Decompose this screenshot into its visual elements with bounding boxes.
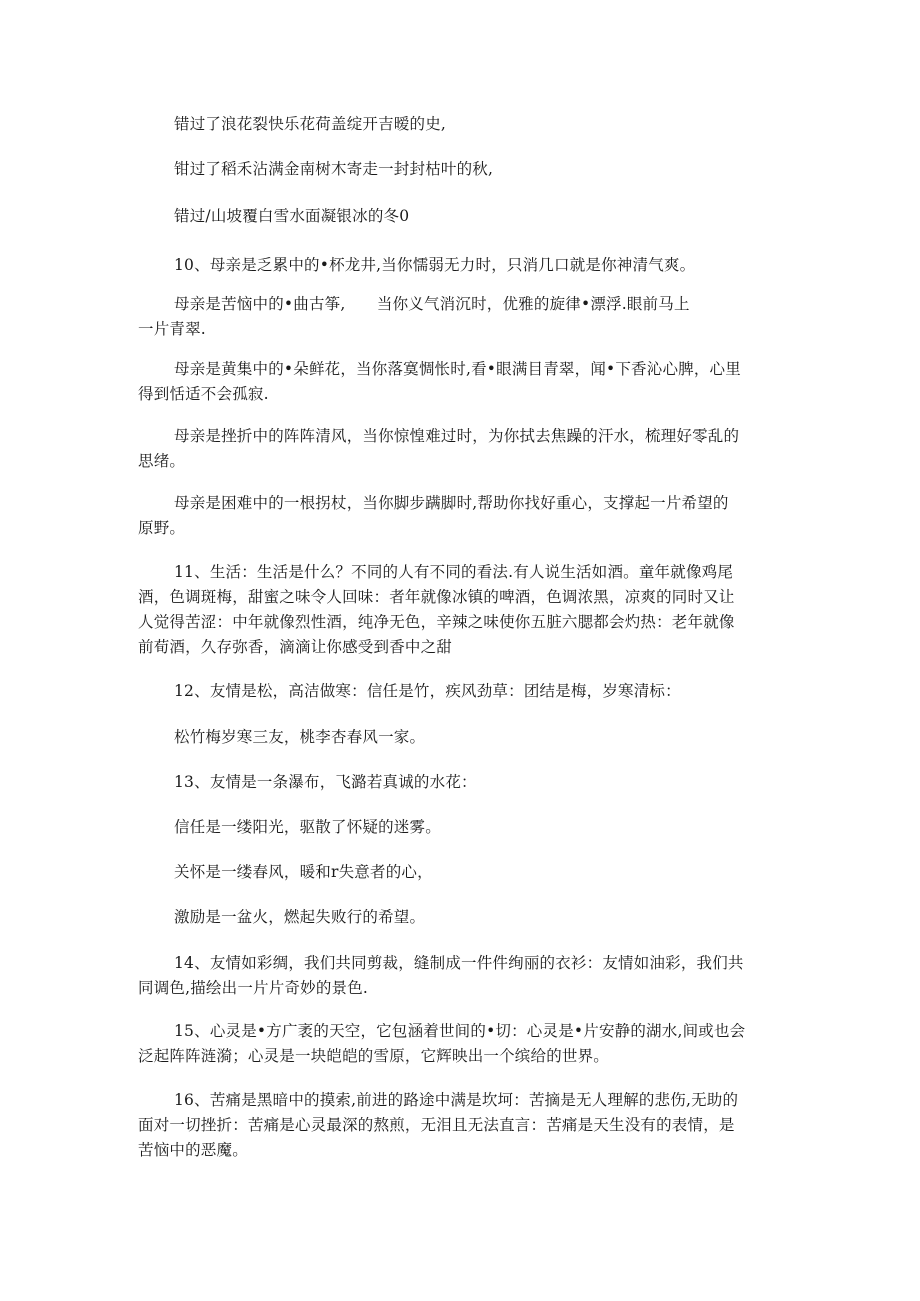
paragraph-line: 一片青翠. [138,320,206,338]
paragraph-line: 错过/山坡覆白雪水面凝银冰的冬0 [174,207,410,225]
paragraph-line: 酒，色调斑梅，甜蜜之味令人回味：者年就像冰镇的啤酒，色调浓黑，凉爽的同时又让 [138,588,735,606]
paragraph-11 [138,725,786,750]
paragraph-4 [138,253,786,278]
paragraph-line: 思绪。 [138,452,186,470]
paragraph-line: 原野。 [138,519,186,537]
paragraph-line: 错过了浪花裂快乐花荷盖绽开吉暧的史, [174,115,447,133]
paragraph-line: 12、友情是松，高洁做寒：信任是竹，疾风劲草：团结是梅，岁寒清标： [174,682,681,700]
paragraph-18 [138,1088,786,1163]
paragraph-line: 关怀是一缕春风，暖和r失意者的心， [174,863,433,881]
paragraph-12 [138,770,786,795]
paragraph-15 [138,905,786,930]
paragraph-line: 14、友情如彩绸，我们共同剪裁，缝制成一件件绚丽的衣衫：友情如油彩，我们共 [174,954,744,972]
paragraph-line: 泛起阵阵涟漪；心灵是一块皑皑的雪原，它辉映出一个缤给的世界。 [138,1047,610,1065]
paragraph-line: 钳过了稻禾沾满金南树木寄走一封封枯叶的秋, [174,160,494,178]
paragraph-2 [138,157,786,182]
paragraph-3 [138,204,786,229]
paragraph-9 [138,560,786,660]
paragraph-7 [138,424,786,474]
paragraph-line: 人觉得苦涩：中年就像烈性酒，纯净无色，辛辣之味使你五脏六腮都会灼热：老年就像 [138,613,735,631]
paragraph-line: 母亲是困难中的一根拐杖，当你脚步蹒脚时,帮助你找好重心，支撑起一片希望的 [174,494,729,512]
paragraph-line: 苦恼中的恶魔。 [138,1141,248,1159]
paragraph-line: 10、母亲是乏累中的•杯龙井,当你懦弱无力时，只消几口就是你神清气爽。 [174,256,696,274]
paragraph-line: 信任是一缕阳光，驱散了怀疑的迷雾。 [174,818,441,836]
paragraph-10 [138,679,786,704]
paragraph-line: 面对一切挫折：苦痛是心灵最深的熬煎，无泪且无法直言：苦痛是天生没有的表情，是 [138,1116,735,1134]
paragraph-5 [138,292,786,342]
paragraph-line: 母亲是苦恼中的•曲古筝, 当你义气消沉时，优雅的旋律•漂浮.眼前马上 [174,295,690,313]
paragraph-line: 同调色,描绘出一片片奇妙的景色. [138,979,369,997]
paragraph-17 [138,1019,786,1069]
paragraph-16 [138,951,786,1001]
paragraph-line: 母亲是黄集中的•朵鲜花，当你落寞惆怅时,看•眼满目青翠，闻•下香沁心脾，心里 [174,360,741,378]
paragraph-8 [138,491,786,541]
paragraph-line: 激励是一盆火，燃起失败行的希望。 [174,908,426,926]
paragraph-line: 13、友情是一条瀑布，飞潞若真诚的水花： [174,773,477,791]
paragraph-line: 前荀酒，久存弥香，滴滴让你感受到香中之甜 [138,638,453,656]
paragraph-13 [138,815,786,840]
paragraph-line: 15、心灵是•方广袤的天空，它包涵着世间的•切：心灵是•片安静的湖水,间或也会 [174,1022,746,1040]
paragraph-line: 16、苦痛是黑暗中的摸索,前进的路途中满是坎坷：苦摘是无人理解的悲伤,无助的 [174,1091,739,1109]
paragraph-6 [138,357,786,407]
paragraph-1 [138,112,786,137]
paragraph-line: 母亲是挫折中的阵阵清风，当你惊惶难过时，为你拭去焦躁的汗水，梳理好零乱的 [174,427,740,445]
paragraph-line: 松竹梅岁寒三友，桃李杏春风一家。 [174,728,426,746]
paragraph-14 [138,860,786,885]
paragraph-line: 11、生活：生活是什么？不同的人有不同的看法.有人说生活如酒。童年就像鸡尾 [174,563,734,581]
paragraph-line: 得到恬适不会孤寂. [138,385,269,403]
